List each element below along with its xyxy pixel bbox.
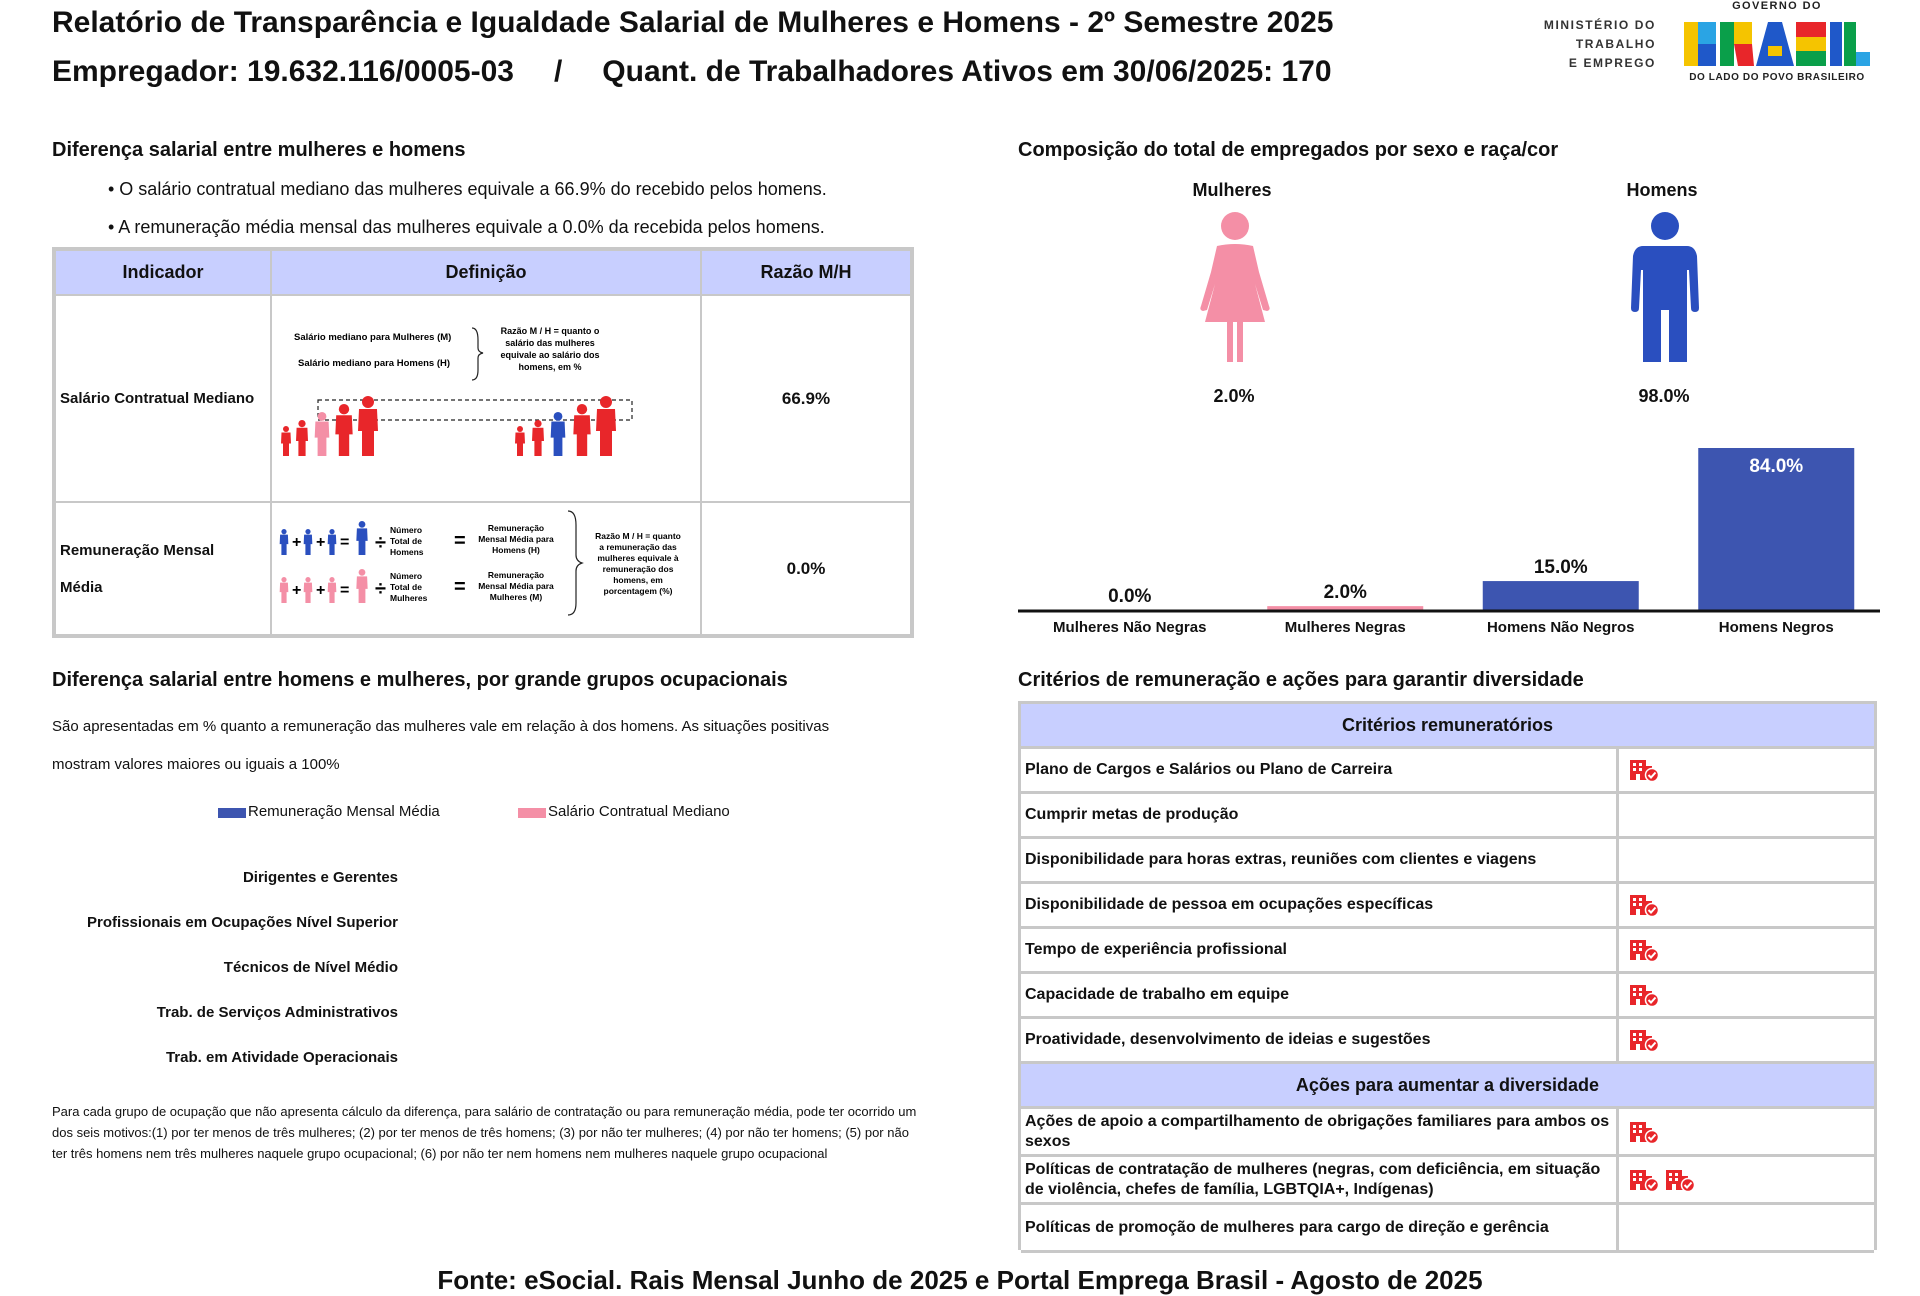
occupational-description: São apresentadas em % quanto a remuneração das mulheres vale em relação à dos homens. As situações positivas mostram valores maiores ou iguais a 100%: [52, 718, 830, 773]
person-icon: [515, 426, 525, 456]
svg-text:=: =: [340, 534, 350, 551]
svg-text:=: =: [454, 530, 466, 552]
people-sum-icon: [280, 521, 368, 603]
header-separator: /: [553, 55, 563, 88]
svg-text:Razão M / H = quanto: Razão M / H = quanto: [595, 531, 681, 541]
employer-label: Empregador: 19.632.116/0005-03: [52, 55, 514, 88]
person-icon: [280, 529, 289, 555]
def-ratio-line2: salário das mulheres: [505, 338, 595, 348]
legend-swatch-avg: [218, 808, 246, 818]
person-icon: [315, 412, 330, 456]
person-icon: [281, 426, 291, 456]
svg-text:porcentagem (%): porcentagem (%): [603, 586, 673, 596]
actions-header: Ações para aumentar a diversidade: [1021, 1064, 1874, 1109]
occupational-title: Diferença salarial entre homens e mulheres, por grande grupos ocupacionais: [52, 669, 788, 691]
criteria-row: [1021, 974, 1874, 1019]
ministry-logo: MINISTÉRIO DO TRABALHO E EMPREGO: [1543, 18, 1656, 70]
col-header-indicator: Indicador: [55, 250, 271, 295]
criteria-text: Cumprir metas de produção: [1021, 794, 1619, 836]
government-logo: [1682, 0, 1872, 88]
person-icon: [328, 529, 337, 555]
person-icon: [573, 404, 590, 456]
criteria-icon-cell: [1622, 929, 1874, 971]
svg-text:÷: ÷: [375, 578, 386, 600]
criteria-text: Proatividade, desenvolvimento de ideias e sugestões: [1021, 1019, 1619, 1061]
occupational-footnote: Para cada grupo de ocupação que não apresenta cálculo da diferença, para salário de contratação ou para remuneração média, pode ter ocorrido um dos seis motivos:(1) por ter menos de três mulheres; (2) por ter menos de três homens; (3) por não ter mulheres; (4) por não ter homens; (5) por não ter três homens nem três mulheres naquele grupo ocupacional; (6) por não ter nem homens nem mulheres naquele grupo ocupacional: [52, 1104, 917, 1161]
def-ratio-line4: homens, em %: [518, 362, 582, 372]
bar-value-label: 0.0%: [1108, 586, 1152, 607]
group-managers: Dirigentes e Gerentes: [242, 869, 398, 886]
criteria-header: Critérios remuneratórios: [1021, 704, 1874, 749]
women-label: Mulheres: [1192, 180, 1272, 200]
svg-text:Remuneração: Remuneração: [487, 570, 545, 580]
company-check-icon: [1628, 1027, 1660, 1053]
svg-text:homens, em: homens, em: [613, 575, 663, 585]
row-label-median-salary: Salário Contratual Mediano: [55, 295, 271, 502]
criteria-icon-cell: [1622, 749, 1874, 791]
person-icon: [551, 412, 566, 456]
person-icon: [358, 396, 378, 456]
action-row: [1021, 1109, 1874, 1157]
criteria-icon-cell: [1622, 884, 1874, 926]
legend-swatch-median: [518, 808, 546, 818]
def-men-median: Salário mediano para Homens (H): [298, 358, 451, 369]
def-ratio-line1: Razão M / H = quanto o: [500, 326, 600, 336]
def-women-median: Salário mediano para Mulheres (M): [294, 332, 452, 343]
svg-text:mulheres equivale à: mulheres equivale à: [597, 553, 679, 563]
people-figures-icon: [281, 396, 616, 456]
svg-text:Mensal Média para: Mensal Média para: [478, 581, 554, 591]
bar-value-label: 15.0%: [1533, 557, 1588, 579]
company-check-icon: [1628, 757, 1660, 783]
svg-text:remuneração dos: remuneração dos: [602, 564, 674, 574]
svg-text:Homens (H): Homens (H): [492, 545, 540, 555]
criteria-icon-cell: [1622, 839, 1874, 881]
action-row: [1021, 1205, 1874, 1253]
bar-category-label: Mulheres Não Negras: [1053, 619, 1207, 636]
men-label: Homens: [1626, 180, 1698, 200]
person-icon: [304, 577, 313, 603]
criteria-row: [1021, 929, 1874, 974]
action-row: [1021, 1157, 1874, 1205]
median-salary-bullet: • O salário contratual mediano das mulheres equivale a 66.9% do recebido pelos homens.: [108, 179, 827, 199]
workers-label: Quant. de Trabalhadores Ativos em 30/06/2025: 170: [602, 55, 1332, 88]
bar-category-label: Homens Negros: [1718, 619, 1834, 636]
svg-text:+: +: [316, 534, 326, 551]
men-percentage: 98.0%: [1638, 386, 1690, 406]
criteria-text: Políticas de promoção de mulheres para cargo de direção e gerência: [1021, 1205, 1619, 1250]
person-icon: [296, 420, 308, 456]
person-icon: [304, 529, 313, 555]
bar-category-label: Mulheres Negras: [1284, 619, 1406, 636]
person-icon: [356, 521, 367, 555]
gov-top-text: GOVERNO DO: [1732, 0, 1822, 12]
svg-text:Homens: Homens: [390, 547, 424, 557]
criteria-text: Políticas de contratação de mulheres (negras, com deficiência, em situação de violência, chefes de família, LGBTQIA+, Indígenas): [1021, 1157, 1619, 1202]
col-header-ratio: Razão M/H: [701, 250, 911, 295]
person-icon: [356, 569, 367, 603]
group-professionals: Profissionais em Ocupações Nível Superior: [87, 914, 398, 931]
svg-text:Mulheres (M): Mulheres (M): [489, 592, 543, 602]
group-administrative: Trab. de Serviços Administrativos: [156, 1004, 398, 1021]
avg-remuneration-bullet: • A remuneração média mensal das mulheres equivale a 0.0% da recebida pelos homens.: [108, 217, 825, 237]
race-sex-bar-chart: [1018, 440, 1880, 640]
svg-text:Remuneração: Remuneração: [487, 523, 545, 533]
svg-text:Mensal Média para: Mensal Média para: [478, 534, 554, 544]
criteria-text: Ações de apoio a compartilhamento de obrigações familiares para ambos os sexos: [1021, 1109, 1619, 1154]
criteria-row: [1021, 1019, 1874, 1064]
bar-category-label: Homens Não Negros: [1486, 619, 1635, 636]
report-title: Relatório de Transparência e Igualdade Salarial de Mulheres e Homens - 2º Semestre 2025: [52, 6, 1334, 39]
salary-gap-title: Diferença salarial entre mulheres e homens: [52, 139, 466, 161]
bar-1: [1267, 606, 1423, 610]
man-figure-icon: [1625, 210, 1705, 365]
bar-2: [1483, 581, 1639, 610]
svg-text:=: =: [340, 582, 350, 599]
def-ratio-line3: equivale ao salário dos: [500, 350, 600, 360]
criteria-text: Plano de Cargos e Salários ou Plano de Carreira: [1021, 749, 1619, 791]
svg-text:Número: Número: [390, 571, 423, 581]
definition-avg-remuneration: [271, 502, 701, 635]
bar-value-label: 84.0%: [1749, 456, 1804, 477]
person-icon: [596, 396, 616, 456]
criteria-icon-cell: [1622, 1157, 1874, 1202]
criteria-text: Disponibilidade para horas extras, reuniões com clientes e viagens: [1021, 839, 1619, 881]
criteria-icon-cell: [1622, 1019, 1874, 1061]
criteria-row: [1021, 794, 1874, 839]
brasil-wordmark-icon: [1682, 14, 1872, 74]
person-icon: [280, 577, 289, 603]
svg-text:Mulheres: Mulheres: [390, 593, 428, 603]
person-icon: [328, 577, 337, 603]
svg-text:+: +: [316, 582, 326, 599]
report-subtitle: [52, 55, 1332, 89]
criteria-row: [1021, 749, 1874, 794]
criteria-text: Tempo de experiência profissional: [1021, 929, 1619, 971]
criteria-text: Disponibilidade de pessoa em ocupações específicas: [1021, 884, 1619, 926]
svg-text:+: +: [292, 582, 302, 599]
ratio-median-salary: 66.9%: [701, 295, 911, 502]
person-icon: [532, 420, 544, 456]
criteria-icon-cell: [1622, 1109, 1874, 1154]
company-check-icon: [1628, 892, 1660, 918]
company-check-icon: [1628, 1119, 1660, 1145]
company-check-icon: [1664, 1167, 1696, 1193]
svg-text:Número: Número: [390, 525, 423, 535]
svg-text:÷: ÷: [375, 532, 386, 554]
group-operational: Trab. em Atividade Operacionais: [165, 1049, 398, 1066]
criteria-row: [1021, 884, 1874, 929]
criteria-icon-cell: [1622, 794, 1874, 836]
legend-avg-remuneration: Remuneração Mensal Média: [248, 803, 440, 820]
group-technicians: Técnicos de Nível Médio: [223, 959, 398, 976]
company-check-icon: [1628, 1167, 1660, 1193]
svg-text:+: +: [292, 534, 302, 551]
criteria-icon-cell: [1622, 1205, 1874, 1250]
svg-text:=: =: [454, 576, 466, 598]
criteria-row: [1021, 839, 1874, 884]
indicator-table: [52, 247, 914, 638]
legend-median-salary: Salário Contratual Mediano: [548, 803, 730, 820]
gov-slogan: DO LADO DO POVO BRASILEIRO: [1689, 72, 1865, 83]
ratio-avg-remuneration: 0.0%: [701, 502, 911, 635]
criteria-text: Capacidade de trabalho em equipe: [1021, 974, 1619, 1016]
criteria-title: Critérios de remuneração e ações para garantir diversidade: [1018, 669, 1584, 691]
person-icon: [335, 404, 352, 456]
woman-figure-icon: [1195, 210, 1275, 365]
median-salary-diagram: [272, 296, 698, 499]
col-header-definition: Definição: [271, 250, 701, 295]
definition-median-salary: [271, 295, 701, 502]
company-check-icon: [1628, 982, 1660, 1008]
criteria-icon-cell: [1622, 974, 1874, 1016]
avg-remuneration-diagram: [272, 503, 698, 632]
criteria-table: [1018, 701, 1877, 1250]
row-label-avg-remuneration: Remuneração Mensal Média: [55, 502, 271, 635]
svg-text:Total de: Total de: [390, 582, 422, 592]
svg-text:Total de: Total de: [390, 536, 422, 546]
source-footer: Fonte: eSocial. Rais Mensal Junho de 2025 e Portal Emprega Brasil - Agosto de 2025: [437, 1265, 1483, 1295]
bar-value-label: 2.0%: [1323, 582, 1367, 604]
women-percentage: 2.0%: [1213, 386, 1255, 406]
svg-text:a remuneração das: a remuneração das: [599, 542, 677, 552]
company-check-icon: [1628, 937, 1660, 963]
composition-title: Composição do total de empregados por sexo e raça/cor: [1018, 139, 1559, 161]
